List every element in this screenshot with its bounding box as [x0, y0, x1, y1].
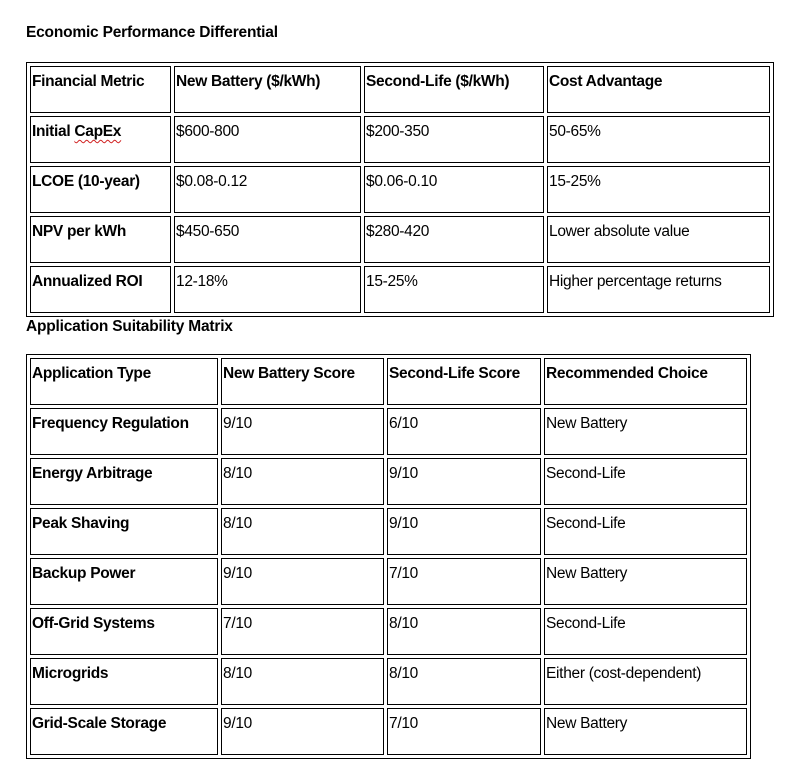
table-cell: New Battery — [544, 558, 747, 605]
economic-performance-table — [26, 62, 774, 317]
row-label-cell: Grid-Scale Storage — [30, 708, 218, 755]
table-cell: 9/10 — [387, 458, 541, 505]
table-cell: Higher percentage returns — [547, 266, 770, 313]
table-cell: $0.08-0.12 — [174, 166, 361, 213]
row-label-cell: Microgrids — [30, 658, 218, 705]
table-row — [30, 166, 770, 213]
table-cell: 9/10 — [221, 408, 384, 455]
column-header: Application Type — [30, 358, 218, 405]
table-row — [30, 458, 747, 505]
table-cell: 7/10 — [221, 608, 384, 655]
column-header: Recommended Choice — [544, 358, 747, 405]
table-cell: 12-18% — [174, 266, 361, 313]
table-cell: Second-Life — [544, 608, 747, 655]
table-cell: Second-Life — [544, 508, 747, 555]
table-row — [30, 116, 770, 163]
table-row — [30, 708, 747, 755]
table-cell: $450-650 — [174, 216, 361, 263]
table-row — [30, 558, 747, 605]
table-cell: 50-65% — [547, 116, 770, 163]
table-cell: New Battery — [544, 708, 747, 755]
column-header: Second-Life ($/kWh) — [364, 66, 544, 113]
column-header: New Battery ($/kWh) — [174, 66, 361, 113]
row-label-cell: NPV per kWh — [30, 216, 171, 263]
column-header: Second-Life Score — [387, 358, 541, 405]
row-label-cell: Energy Arbitrage — [30, 458, 218, 505]
table-cell: 8/10 — [221, 458, 384, 505]
section-title-application: Application Suitability Matrix — [26, 318, 233, 335]
table-cell: 8/10 — [221, 658, 384, 705]
table-cell: 9/10 — [221, 558, 384, 605]
table-cell: 9/10 — [221, 708, 384, 755]
table-cell: $600-800 — [174, 116, 361, 163]
table-cell: 15-25% — [364, 266, 544, 313]
table-cell: $200-350 — [364, 116, 544, 163]
table-cell: Second-Life — [544, 458, 747, 505]
table-cell: 15-25% — [547, 166, 770, 213]
row-label-cell: Backup Power — [30, 558, 218, 605]
table-row — [30, 608, 747, 655]
row-label-cell: Off-Grid Systems — [30, 608, 218, 655]
table-cell: $0.06-0.10 — [364, 166, 544, 213]
table-cell: 8/10 — [221, 508, 384, 555]
row-label-cell: LCOE (10-year) — [30, 166, 171, 213]
table-row — [30, 266, 770, 313]
row-label-cell: Frequency Regulation — [30, 408, 218, 455]
table-cell: 7/10 — [387, 708, 541, 755]
column-header: New Battery Score — [221, 358, 384, 405]
row-label-cell: Peak Shaving — [30, 508, 218, 555]
table-row — [30, 658, 747, 705]
table-cell: Either (cost-dependent) — [544, 658, 747, 705]
row-label-cell: Annualized ROI — [30, 266, 171, 313]
table-cell: 8/10 — [387, 658, 541, 705]
application-suitability-table — [26, 354, 751, 759]
table-row — [30, 508, 747, 555]
table-header-row — [30, 66, 770, 113]
column-header: Cost Advantage — [547, 66, 770, 113]
cell-text: Initial — [32, 123, 75, 140]
row-label-cell — [30, 116, 171, 163]
table-row — [30, 408, 747, 455]
table-header-row — [30, 358, 747, 405]
table-cell: 8/10 — [387, 608, 541, 655]
column-header: Financial Metric — [30, 66, 171, 113]
table-cell: 7/10 — [387, 558, 541, 605]
table-cell: 6/10 — [387, 408, 541, 455]
section-title-economic: Economic Performance Differential — [26, 24, 278, 41]
table-cell: $280-420 — [364, 216, 544, 263]
table-cell: Lower absolute value — [547, 216, 770, 263]
spellcheck-flagged-word[interactable]: CapEx — [74, 123, 122, 140]
table-cell: 9/10 — [387, 508, 541, 555]
table-cell: New Battery — [544, 408, 747, 455]
table-row — [30, 216, 770, 263]
